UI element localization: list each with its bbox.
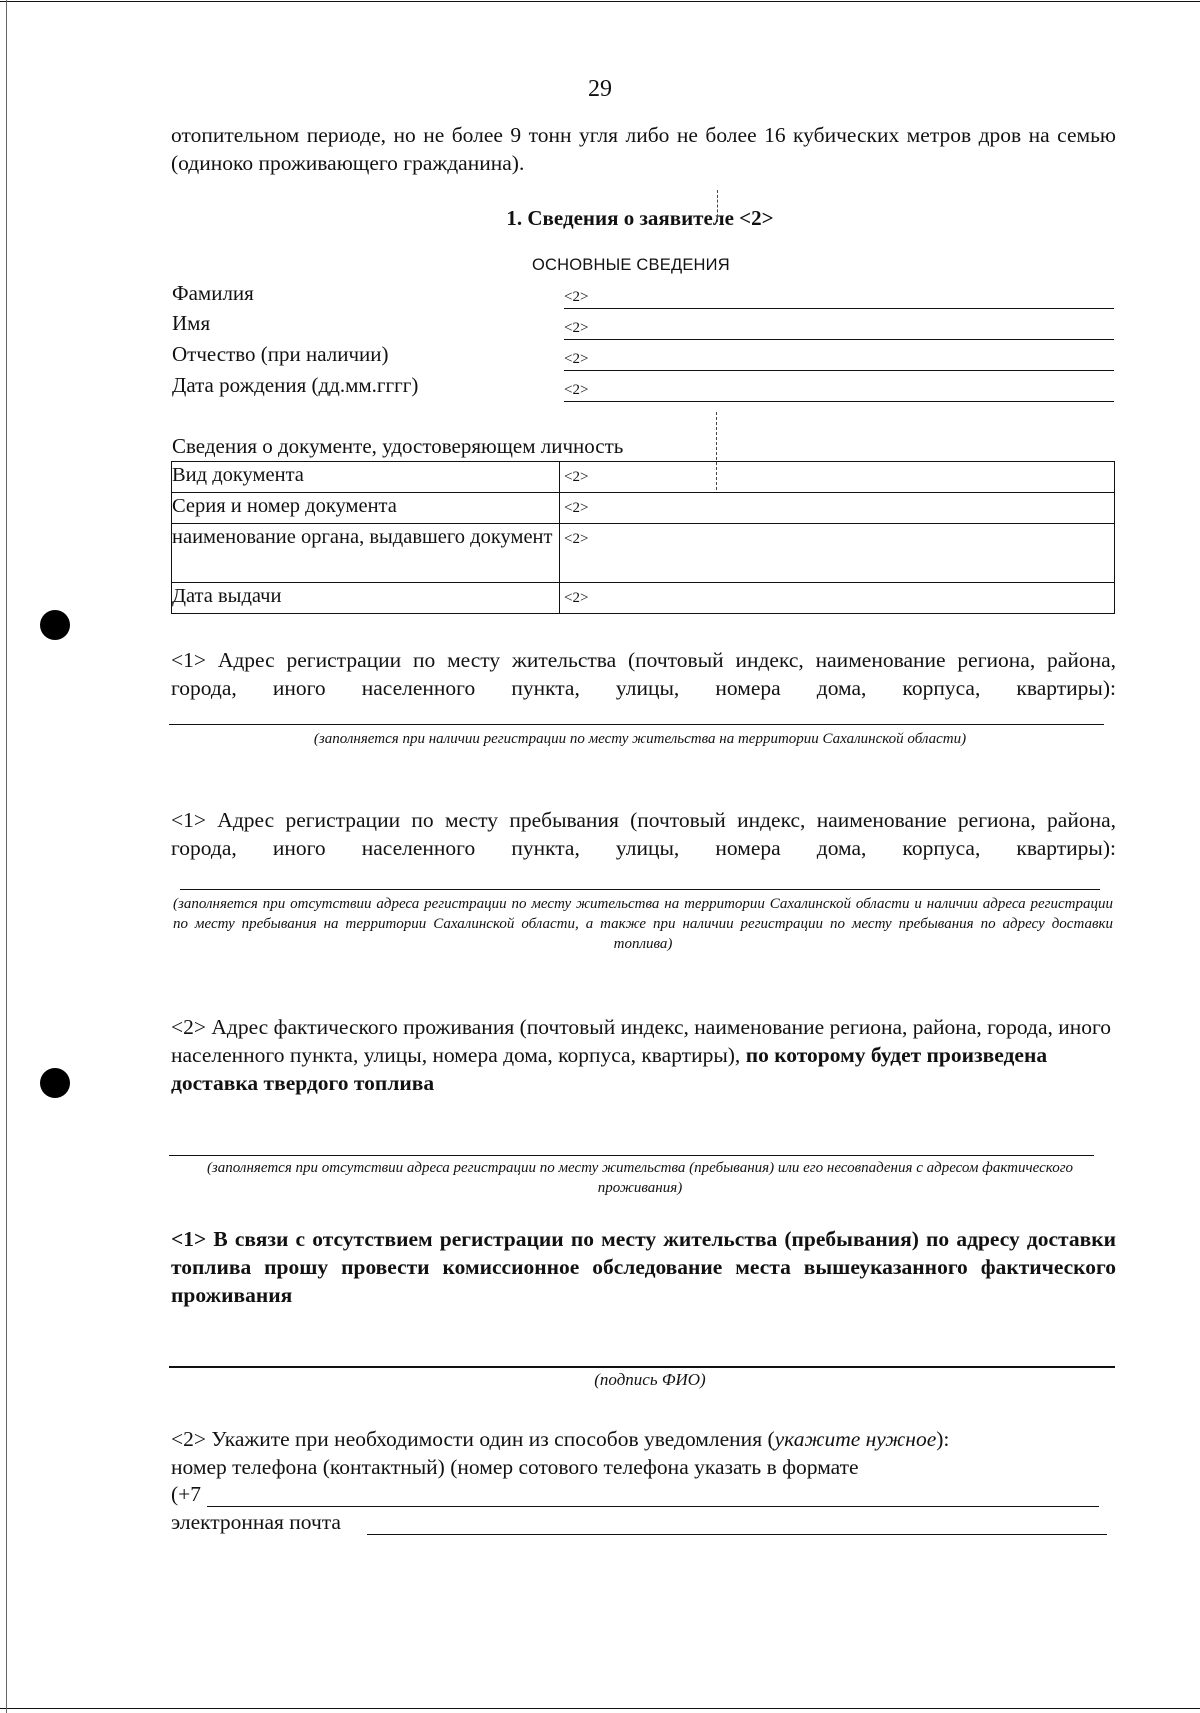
field-value: <2> [564,351,589,367]
inspection-request-text: <1> В связи с отсутствием регистрации по месту жительства (пребывания) по адресу доставки топлива прошу провести комиссионное обследование места вышеуказанного фактического проживания [171,1227,1116,1307]
name-field[interactable] [564,310,1114,340]
field-label-name: Имя [172,311,211,335]
notification-intro-end: ): [936,1427,950,1451]
field-label-birthdate: Дата рождения (дд.мм.гггг) [172,373,419,397]
table-cell-label: Серия и номер документа [172,493,560,524]
page-number: 29 [588,76,612,102]
field-label-surname: Фамилия [172,281,254,305]
top-edge-line [0,1,1200,2]
table-row [172,462,1115,493]
document-table [171,461,1115,614]
notification-intro [171,1425,1121,1453]
table-row [172,583,1115,614]
table-row [172,524,1115,583]
residence-address-note: (заполняется при наличии регистрации по месту жительства на территории Сахалинской области) [313,731,967,747]
document-issuer-field[interactable]: <2> [560,524,1115,583]
surname-field[interactable] [564,279,1114,309]
document-issue-date-field[interactable]: <2> [560,583,1115,614]
phone-field[interactable] [207,1506,1099,1507]
punch-hole-dot [40,610,70,640]
phone-label: номер телефона (контактный) (номер сотового телефона указать в формате [171,1455,859,1479]
stay-address-note: (заполняется при отсутствии адреса регистрации по месту жительства на территории Сахалинской области и наличии адреса регистрации по месту пребывания на территории Сахалинской области, а также при наличии регистрации по месту пребывания по адресу доставки топлива) [173,896,1113,952]
section-subhead: ОСНОВНЫЕ СВЕДЕНИЯ [532,256,730,274]
document-caption: Сведения о документе, удостоверяющем личность [172,434,624,458]
notification-intro-italic: укажите нужное [774,1427,937,1451]
field-value: <2> [564,289,589,305]
actual-address-note: (заполняется при отсутствии адреса регистрации по месту жительства (пребывания) или его несовпадения с адресом фактического проживания) [206,1160,1074,1196]
field-label-patronymic: Отчество (при наличии) [172,342,389,366]
table-row [172,493,1115,524]
notification-intro-start: <2> Укажите при необходимости один из способов уведомления ( [171,1427,775,1451]
stay-address-text: <1> Адрес регистрации по месту пребывания (почтовый индекс, наименование региона, района, города, иного населенного пункта, улицы, номера дома, корпуса, квартиры): [171,808,1116,860]
document-type-field[interactable]: <2> [560,462,1115,493]
residence-address-field[interactable] [169,724,1104,725]
stay-address-field[interactable] [180,889,1100,890]
table-cell-label: Дата выдачи [172,583,560,614]
table-cell-label: наименование органа, выдавшего документ [172,524,560,583]
table-cell-label: Вид документа [172,462,560,493]
birthdate-field[interactable] [564,372,1114,402]
scan-mark [716,412,718,490]
punch-hole-dot [40,1068,70,1098]
signature-line[interactable] [169,1366,1115,1368]
section-title: 1. Сведения о заявителе <2> [506,206,774,230]
phone-prefix: (+7 [171,1482,202,1506]
field-value: <2> [564,382,589,398]
email-field[interactable] [367,1534,1107,1535]
actual-address-field[interactable] [169,1155,1094,1156]
scan-mark [717,190,719,222]
bottom-edge-line [0,1708,1200,1709]
actual-address-text-bold: по которому будет произведена доставка твердого топлива [171,1043,1048,1095]
patronymic-field[interactable] [564,341,1114,371]
left-margin-line [6,0,7,1713]
actual-address-text-regular: <2> Адрес фактического проживания (почтовый индекс, наименование региона, района, города, иного населенного пункта, улицы, номера дома, корпуса, квартиры), [171,1015,1112,1067]
intro-paragraph: отопительном периоде, но не более 9 тонн угля либо не более 16 кубических метров дров на семью (одиноко проживающего гражданина). [171,123,1116,175]
document-number-field[interactable]: <2> [560,493,1115,524]
field-value: <2> [564,320,589,336]
actual-address-text [171,1013,1116,1097]
residence-address-text: <1> Адрес регистрации по месту жительства (почтовый индекс, наименование региона, района, города, иного населенного пункта, улицы, номера дома, корпуса, квартиры): [171,648,1116,700]
signature-note: (подпись ФИО) [594,1370,706,1389]
email-label: электронная почта [171,1510,341,1534]
